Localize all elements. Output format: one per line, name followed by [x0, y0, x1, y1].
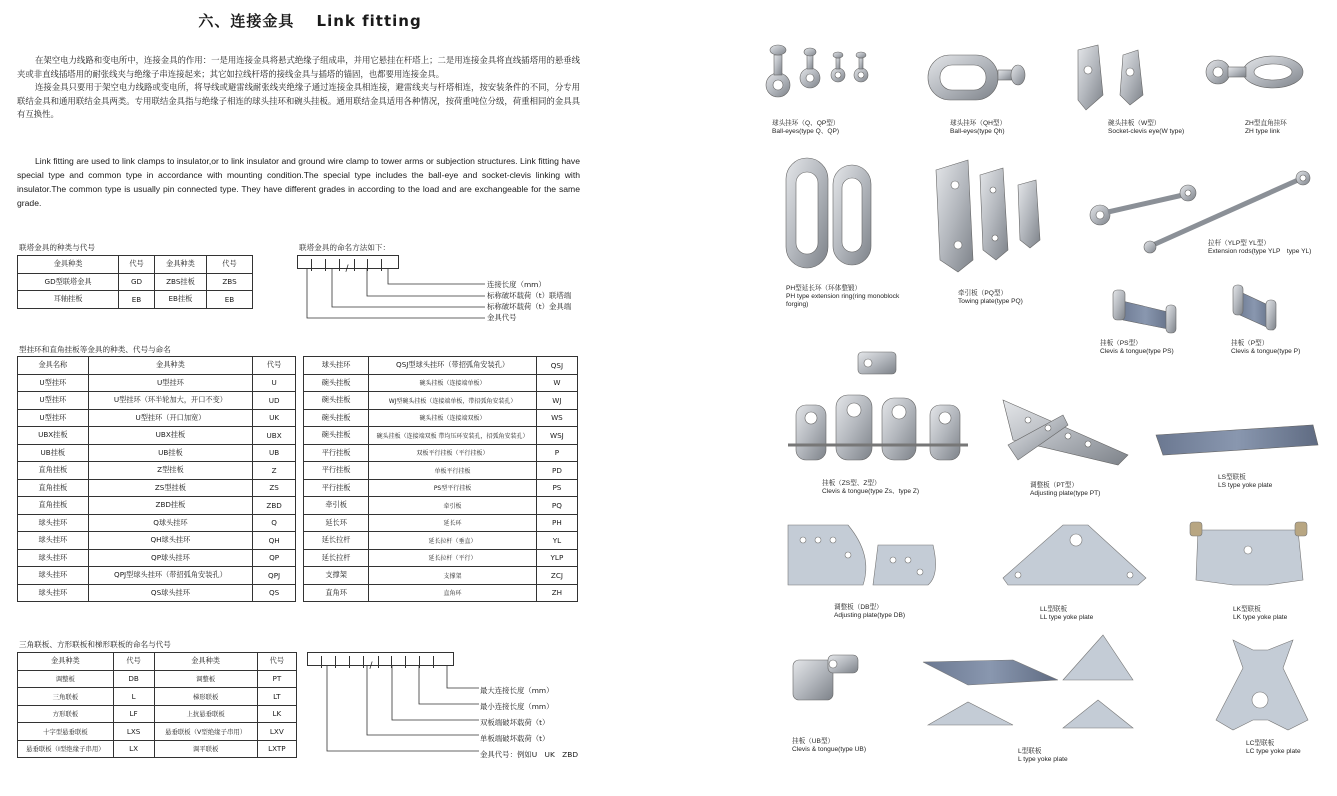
cell: QPJ型球头挂环（带招弧角安装孔） [88, 567, 253, 585]
cell: WJ型碗头挂板（连接端单板，带招弧角安装孔） [369, 392, 537, 410]
product-label-en: LC type yoke plate [1246, 748, 1301, 755]
cell: UB挂板 [18, 444, 89, 462]
table-row [18, 479, 296, 497]
clevis-ps-photo [1113, 290, 1176, 333]
table-row [18, 567, 296, 585]
table-row [18, 427, 296, 445]
cell: EB [119, 291, 155, 309]
table-row [18, 374, 296, 392]
header-cell: 代号 [119, 256, 155, 274]
table-row [304, 567, 578, 585]
cell: U型挂环（开口加宽） [88, 409, 253, 427]
product-label [1030, 482, 1100, 498]
legend-item: 连接长度（mm） [487, 280, 546, 289]
table-row [18, 723, 297, 741]
cell: PH [536, 514, 577, 532]
cell: Q球头挂环 [88, 514, 253, 532]
cell: 梯形联板 [154, 688, 257, 706]
table-row [304, 462, 578, 480]
table-row [18, 497, 296, 515]
product-label-cn: LK型联板 [1233, 606, 1261, 613]
cell: ZH [536, 584, 577, 602]
cell: 延长环 [369, 514, 537, 532]
cell: 双板平行挂板（平行挂板） [369, 444, 537, 462]
cell: EB [206, 291, 252, 309]
table-header-row [18, 653, 297, 671]
yoke-plate-code-table [17, 652, 297, 758]
table1-caption: 联塔金具的种类与代号 [19, 243, 95, 252]
cell: PS [536, 479, 577, 497]
product-label [1040, 606, 1093, 622]
cell: 球头挂环 [18, 532, 89, 550]
extension-ring-ph-photo [786, 158, 871, 268]
cell: WSJ [536, 427, 577, 445]
product-label-cn: 拉杆（YLP型 YL型） [1208, 240, 1270, 247]
cell: DB [113, 670, 154, 688]
cell: UD [253, 392, 296, 410]
product-label [792, 738, 866, 754]
cell: ZS型挂板 [88, 479, 253, 497]
product-label-en: Adjusting plate(type DB) [834, 612, 906, 619]
product-label-en: Clevis & tongue(type UB) [792, 746, 867, 753]
product-label-en: Extension rods(type YLP type YL) [1208, 248, 1312, 255]
cell: QP球头挂环 [88, 549, 253, 567]
header-cell: 金具种类 [18, 256, 119, 274]
cell: W [536, 374, 577, 392]
table-row [18, 409, 296, 427]
cell: 单板平行挂板 [369, 462, 537, 480]
cell: 调整板 [18, 670, 114, 688]
right-page [668, 0, 1337, 796]
product-label-cn: LL型联板 [1040, 606, 1068, 613]
legend-item: 标称破坏载荷（t）金具端 [487, 302, 572, 311]
cell: 延长拉杆（平行） [369, 549, 537, 567]
product-label-cn: 碗头挂板（W型） [1108, 120, 1161, 127]
yoke-plate-lc-photo [1216, 640, 1308, 730]
table-row [18, 444, 296, 462]
table-row [18, 740, 297, 758]
cell: QH球头挂环 [88, 532, 253, 550]
product-label-cn: LS型联板 [1218, 474, 1246, 481]
table3-caption: 三角联板、方形联板和梯形联板的命名与代号 [19, 640, 171, 649]
fitting-type-table-right [303, 356, 578, 602]
cell: QS球头挂环 [88, 584, 253, 602]
product-label-en: ZH type link [1245, 128, 1280, 135]
product-label-en: Ball-eyes(type Qh) [950, 128, 1005, 135]
cell: ZBS [206, 273, 252, 291]
header-cell: QSJ [536, 357, 577, 375]
cell: 直角环 [304, 584, 369, 602]
table-row [304, 374, 578, 392]
cell: 平行挂板 [304, 444, 369, 462]
clevis-ub-photo [793, 655, 858, 700]
table-row [18, 273, 253, 291]
table-row [18, 705, 297, 723]
cell: U [253, 374, 296, 392]
cell: 延长环 [304, 514, 369, 532]
table-row [18, 688, 297, 706]
cell: LXS [113, 723, 154, 741]
cell: PQ [536, 497, 577, 515]
legend-item: 单板端破坏载荷（t） [480, 734, 550, 743]
table-row [304, 409, 578, 427]
cell: PT [257, 670, 296, 688]
ball-eye-q-photo [766, 45, 868, 97]
product-label [772, 120, 839, 136]
cell: 十字型悬垂联板 [18, 723, 114, 741]
table-row [304, 532, 578, 550]
cell: P [536, 444, 577, 462]
product-label-en: PH type extension ring(ring monoblock forging) [786, 293, 900, 308]
product-label [1245, 120, 1287, 136]
naming2-legend [480, 683, 578, 763]
table-row [18, 532, 296, 550]
cell: 碗头挂板 [304, 374, 369, 392]
cell: ZBD挂板 [88, 497, 253, 515]
cell: UK [253, 409, 296, 427]
cell: ZS [253, 479, 296, 497]
cell: PD [536, 462, 577, 480]
cell: UB挂板 [88, 444, 253, 462]
product-label [786, 285, 916, 309]
legend-item: 金具代号：例如U UK ZBD [480, 750, 579, 759]
cell: 方形联板 [18, 705, 114, 723]
cell: 球头挂环 [18, 514, 89, 532]
table-header-row [304, 357, 578, 375]
cell: 碗头挂板（连接端单板） [369, 374, 537, 392]
left-page [0, 0, 668, 796]
product-label-en: Clevis & tongue(type Zs、type Z) [822, 488, 920, 495]
cell: PS型平行挂板 [369, 479, 537, 497]
cell: 延长拉杆 [304, 532, 369, 550]
product-label-en: Clevis & tongue(type PS) [1100, 348, 1174, 355]
product-label [1018, 748, 1068, 764]
cell: 上抗悬垂联板 [154, 705, 257, 723]
table-row [304, 514, 578, 532]
cell: 支撑架 [304, 567, 369, 585]
cell: U型挂环 [18, 392, 89, 410]
product-label [950, 120, 1006, 136]
product-label-cn: 球头挂环（Q、QP型） [772, 120, 840, 127]
product-label [1231, 340, 1300, 356]
product-label-en: L type yoke plate [1018, 756, 1068, 763]
cell: 球头挂环 [18, 549, 89, 567]
table-row [18, 462, 296, 480]
cell: LXTP [257, 740, 296, 758]
naming1-code-boxes: / [297, 255, 399, 269]
socket-clevis-w-photo [1078, 45, 1143, 110]
cell: QS [253, 584, 296, 602]
zh-link-photo [1206, 56, 1303, 88]
legend-item: 最大连接长度（mm） [480, 686, 554, 695]
cell: 延长拉杆 [304, 549, 369, 567]
header-cell: 金具种类 [154, 653, 257, 671]
table-row [304, 427, 578, 445]
legend-item: 金具代号 [487, 313, 517, 322]
clevis-p-photo [1233, 285, 1276, 330]
cell: 平行挂板 [304, 479, 369, 497]
cell: 调平联板 [154, 740, 257, 758]
table2-caption: 型挂环和直角挂板等金具的种类、代号与命名 [19, 345, 171, 354]
cell: 平行挂板 [304, 462, 369, 480]
yoke-plate-ll-photo [1003, 525, 1146, 585]
table-row [304, 392, 578, 410]
header-cell: QSJ型球头挂环（带招弧角安装孔） [369, 357, 537, 375]
header-cell: 代号 [257, 653, 296, 671]
legend-item: 标称破坏载荷（t）联塔端 [487, 291, 572, 300]
cell: GD型联塔金具 [18, 273, 119, 291]
product-label [1246, 740, 1301, 756]
cell: U型挂环 [18, 374, 89, 392]
adjusting-plate-pt-photo [1003, 400, 1128, 465]
cell: 碗头挂板 [304, 409, 369, 427]
product-label [834, 604, 905, 620]
cell: LX [113, 740, 154, 758]
header-cell: 金具种类 [88, 357, 253, 375]
table-row [18, 514, 296, 532]
product-label-cn: 挂板（UB型） [792, 738, 835, 745]
cell: 悬垂联板（I型绝缘子串用） [18, 740, 114, 758]
table-header-row [18, 256, 253, 274]
cell: 悬垂联板（V型绝缘子串用） [154, 723, 257, 741]
product-label [1100, 340, 1174, 356]
table-row [18, 549, 296, 567]
product-label-en: LS type yoke plate [1218, 482, 1273, 489]
product-label-cn: PH型延长环（环体整锻） [786, 285, 862, 292]
cell: UB [253, 444, 296, 462]
cell: U型挂环 [18, 409, 89, 427]
cell: Z型挂板 [88, 462, 253, 480]
product-label-en: LL type yoke plate [1040, 614, 1094, 621]
product-label [958, 290, 1023, 306]
table-row [304, 584, 578, 602]
product-label-en: Ball-eyes(type Q、QP) [772, 128, 840, 135]
cell: GD [119, 273, 155, 291]
cell: LK [257, 705, 296, 723]
table-row [304, 444, 578, 462]
intro-cn-paragraph-1: 在架空电力线路和变电所中，连接金具的作用：一是用连接金具将悬式绝缘子组成串，并用它悬挂在杆塔上；二是用连接金具将直线插塔用的悬垂线夹或非直线插塔用的耐张线夹与绝缘子串连接起来；其它如拉线杆塔的接线金具与插塔的锚固，也都要用连接金具。 [17, 55, 580, 79]
yoke-plate-ls-photo [1156, 425, 1318, 455]
product-label-en: Socket-clevis eye(W type) [1108, 128, 1185, 135]
product-label-en: Towing plate(type PQ) [958, 298, 1023, 305]
product-label-cn: 球头挂环（QH型） [950, 120, 1007, 127]
header-cell: 代号 [253, 357, 296, 375]
cell: 碗头挂板 [304, 427, 369, 445]
naming1-leader-lines [297, 268, 487, 323]
cell: 延长拉杆（垂直） [369, 532, 537, 550]
product-label-cn: LC型联板 [1246, 740, 1275, 747]
cell: UBX挂板 [18, 427, 89, 445]
header-cell: 金具种类 [154, 256, 206, 274]
cell: 直角挂板 [18, 497, 89, 515]
cell: QP [253, 549, 296, 567]
table-row [304, 549, 578, 567]
table-row [304, 497, 578, 515]
cell: U型挂环（环半轮加大，开口不变） [88, 392, 253, 410]
cell: U型挂环 [88, 374, 253, 392]
legend-item: 最小连接长度（mm） [480, 702, 554, 711]
cell: WS [536, 409, 577, 427]
product-label-cn: 挂板（PS型） [1100, 340, 1142, 347]
header-cell: 金具名称 [18, 357, 89, 375]
cell: WJ [536, 392, 577, 410]
legend-item: 双板端破坏载荷（t） [480, 718, 550, 727]
yoke-plate-lk-photo [1190, 522, 1307, 585]
tower-fitting-code-table [17, 255, 253, 309]
cell: 支撑架 [369, 567, 537, 585]
cell: YL [536, 532, 577, 550]
cell: ZBS挂板 [154, 273, 206, 291]
cell: QPJ [253, 567, 296, 585]
cell: ZBD [253, 497, 296, 515]
product-label-cn: 挂板（ZS型、Z型） [822, 480, 881, 487]
table-header-row [18, 357, 296, 375]
table-row [304, 479, 578, 497]
clevis-zs-z-photo [788, 352, 968, 460]
cell: 球头挂环 [18, 584, 89, 602]
cell: LF [113, 705, 154, 723]
cell: LT [257, 688, 296, 706]
header-cell: 球头挂环 [304, 357, 369, 375]
product-label-cn: 调整板（DB型） [834, 604, 883, 611]
towing-plate-pq-photo [936, 160, 1040, 272]
fitting-type-table-left [17, 356, 296, 602]
naming1-legend [487, 279, 571, 323]
header-cell: 代号 [206, 256, 252, 274]
page-title: 六、连接金具 Link fitting [198, 12, 422, 30]
cell: L [113, 688, 154, 706]
cell: LXV [257, 723, 296, 741]
cell: Q [253, 514, 296, 532]
product-label-en: Adjusting plate(type PT) [1030, 490, 1101, 497]
table-row [18, 392, 296, 410]
table-row [18, 291, 253, 309]
yoke-plate-l-photo [923, 635, 1133, 728]
cell: 碗头挂板（连接端双板 带均压环安装孔，招弧角安装孔） [369, 427, 537, 445]
naming2-code-boxes: / [307, 652, 454, 666]
cell: 调整板 [154, 670, 257, 688]
product-label [1208, 240, 1311, 256]
table-row [18, 584, 296, 602]
product-label-en: LK type yoke plate [1233, 614, 1288, 621]
cell: 直角挂板 [18, 479, 89, 497]
cell: 三角联板 [18, 688, 114, 706]
cell: EB挂板 [154, 291, 206, 309]
cell: QH [253, 532, 296, 550]
product-label-cn: 调整板（PT型） [1030, 482, 1078, 489]
product-label [822, 480, 919, 496]
header-cell: 金具种类 [18, 653, 114, 671]
header-cell: 代号 [113, 653, 154, 671]
cell: UBX [253, 427, 296, 445]
cell: 牵引板 [304, 497, 369, 515]
cell: 直角环 [369, 584, 537, 602]
intro-english [17, 154, 580, 210]
cell: 球头挂环 [18, 567, 89, 585]
cell: YLP [536, 549, 577, 567]
intro-cn-paragraph-2: 连接金具只要用于架空电力线路或变电所，将导线或避雷线耐张线夹绝缘子通过连接金具相连接，避雷线夹与杆塔相连，按安装条件的不同，分专用联结金具和通用联结金具两类。专用联结金具指与绝缘子相连的球头挂环和碗头挂板。通用联结金具适用各种情况，按荷重吨位分级，荷重相同的金具具有互换性。 [17, 82, 580, 119]
product-label-en: Clevis & tongue(type P) [1231, 348, 1301, 355]
product-label-cn: 牵引板（PQ型） [958, 290, 1008, 297]
adjusting-plate-db-photo [788, 525, 936, 585]
cell: UBX挂板 [88, 427, 253, 445]
product-label [1108, 120, 1184, 136]
table-row [18, 670, 297, 688]
product-label [1233, 606, 1287, 622]
cell: 碗头挂板（连接端双板） [369, 409, 537, 427]
product-label-cn: 挂板（P型） [1231, 340, 1269, 347]
ball-eye-qh-photo [928, 55, 1025, 100]
product-label-cn: ZH型直角挂环 [1245, 120, 1287, 127]
product-label [1218, 474, 1272, 490]
cell: ZCJ [536, 567, 577, 585]
naming1-caption: 联塔金具的命名方法如下： [299, 243, 391, 252]
cell: 直角挂板 [18, 462, 89, 480]
intro-chinese [17, 54, 580, 122]
naming2-leader-lines [307, 665, 482, 755]
intro-en-paragraph: Link fitting are used to link clamps to insulator,or to link insulator and ground wire clamp to tower arms or subjection structures. Link fitting have special type and common type in accordance with mounting condition.The special type includes the ball-eye and socket-clevis linking with insulator.The common type is usually pin connected type. They have different grades in according to the load and are exchangeable for the same grade. [17, 156, 580, 208]
cell: 碗头挂板 [304, 392, 369, 410]
cell: 牵引板 [369, 497, 537, 515]
product-label-cn: L型联板 [1018, 748, 1042, 755]
cell: 耳轴挂板 [18, 291, 119, 309]
cell: Z [253, 462, 296, 480]
